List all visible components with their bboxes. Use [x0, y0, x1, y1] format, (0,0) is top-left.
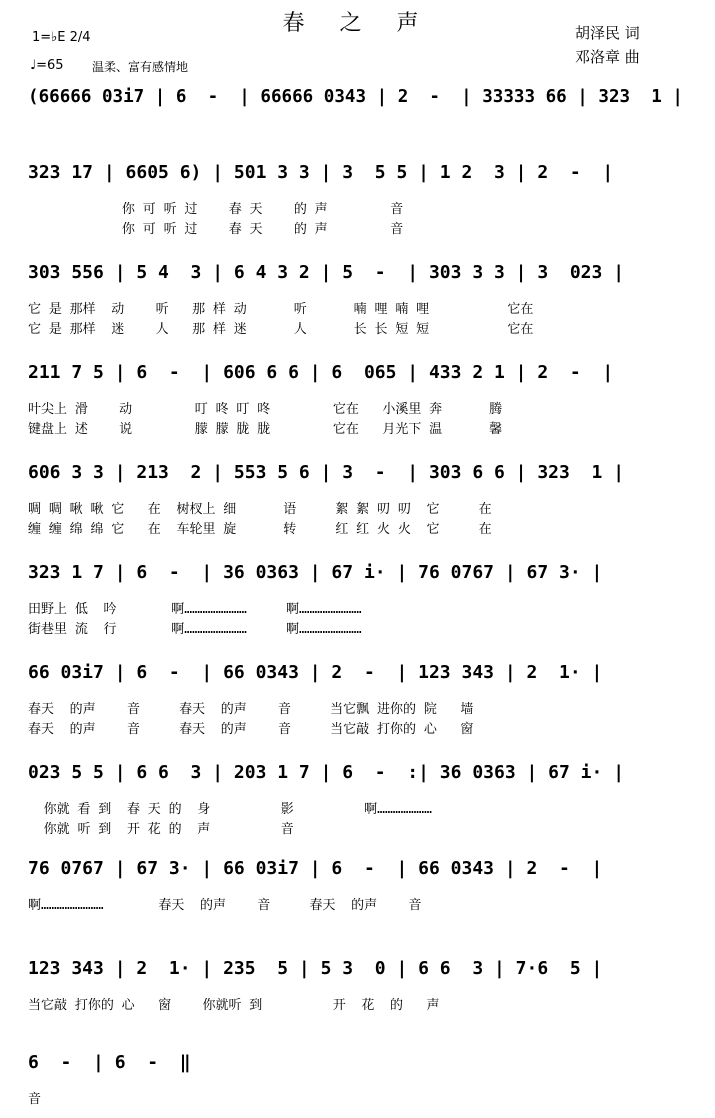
song-title: 春 之 声: [282, 11, 433, 36]
note-row: 303 556 | 5 4 3 | 6 4 3 2 | 5 - | 303 3 3 | 3 023 |: [28, 262, 625, 283]
lyric-row: 你就 看 到 春 天 的 身 影 啊…………………: [28, 802, 432, 817]
lyric-row: 春天 的声 音 春天 的声 音 当它敲 打你的 心 窗: [28, 722, 474, 737]
lyric-row: 叶尖上 滑 动 叮 咚 叮 咚 它在 小溪里 奔 腾: [28, 402, 503, 417]
lyric-row: 缠 缠 绵 绵 它 在 车轮里 旋 转 红 红 火 火 它 在: [28, 522, 492, 537]
lyric-row: 当它敲 打你的 心 窗 你就听 到 开 花 的 声: [28, 998, 440, 1013]
key-signature: 1=♭E 2/4: [32, 30, 91, 45]
lyric-row: 田野上 低 吟 啊…………………… 啊……………………: [28, 602, 362, 617]
tempo-marking: ♩=65: [30, 58, 64, 73]
note-row: 606 3 3 | 213 2 | 553 5 6 | 3 - | 303 6 6 | 323 1 |: [28, 462, 625, 483]
lyric-row: 键盘上 述 说 朦 朦 胧 胧 它在 月光下 温 馨: [28, 422, 503, 437]
lyric-row: 你 可 听 过 春 天 的 声 音: [28, 202, 404, 217]
lyric-row: 你就 听 到 开 花 的 声 音: [28, 822, 294, 837]
lyric-row: 你 可 听 过 春 天 的 声 音: [28, 222, 404, 237]
lyric-row: 啊…………………… 春天 的声 音 春天 的声 音: [28, 898, 422, 913]
lyric-row: 它 是 那样 迷 人 那 样 迷 人 长 长 短 短 它在: [28, 322, 534, 337]
lyric-row: 街巷里 流 行 啊…………………… 啊……………………: [28, 622, 362, 637]
note-row: 123 343 | 2 1· | 235 5 | 5 3 0 | 6 6 3 | 7·6 5 |: [28, 958, 603, 979]
note-row: 76 0767 | 67 3· | 66 03i7 | 6 - | 66 0343 | 2 - |: [28, 858, 603, 879]
note-row: 023 5 5 | 6 6 3 | 203 1 7 | 6 - :| 36 0363 | 67 i· |: [28, 762, 625, 783]
lyricist: 胡泽民 词: [575, 24, 640, 42]
lyric-row: 它 是 那样 动 听 那 样 动 听 喃 哩 喃 哩 它在: [28, 302, 534, 317]
note-row: 6 - | 6 - ‖: [28, 1052, 191, 1073]
lyric-row: 啁 啁 啾 啾 它 在 树杈上 细 语 絮 絮 叨 叨 它 在: [28, 502, 492, 517]
note-row: (66666 03i7 | 6 - | 66666 0343 | 2 - | 33333 66 | 323 1 |: [28, 86, 683, 107]
note-row: 211 7 5 | 6 - | 606 6 6 | 6 065 | 433 2 1 | 2 - |: [28, 362, 614, 383]
note-row: 323 17 | 6605 6) | 501 3 3 | 3 5 5 | 1 2 3 | 2 - |: [28, 162, 614, 183]
lyric-row: 春天 的声 音 春天 的声 音 当它飘 进你的 院 墙: [28, 702, 474, 717]
composer: 邓洛章 曲: [575, 48, 640, 66]
note-row: 323 1 7 | 6 - | 36 0363 | 67 i· | 76 0767 | 67 3· |: [28, 562, 603, 583]
expression-marking: 温柔、富有感情地: [92, 60, 189, 74]
lyric-row: 音: [28, 1092, 42, 1107]
note-row: 66 03i7 | 6 - | 66 0343 | 2 - | 123 343 | 2 1· |: [28, 662, 603, 683]
